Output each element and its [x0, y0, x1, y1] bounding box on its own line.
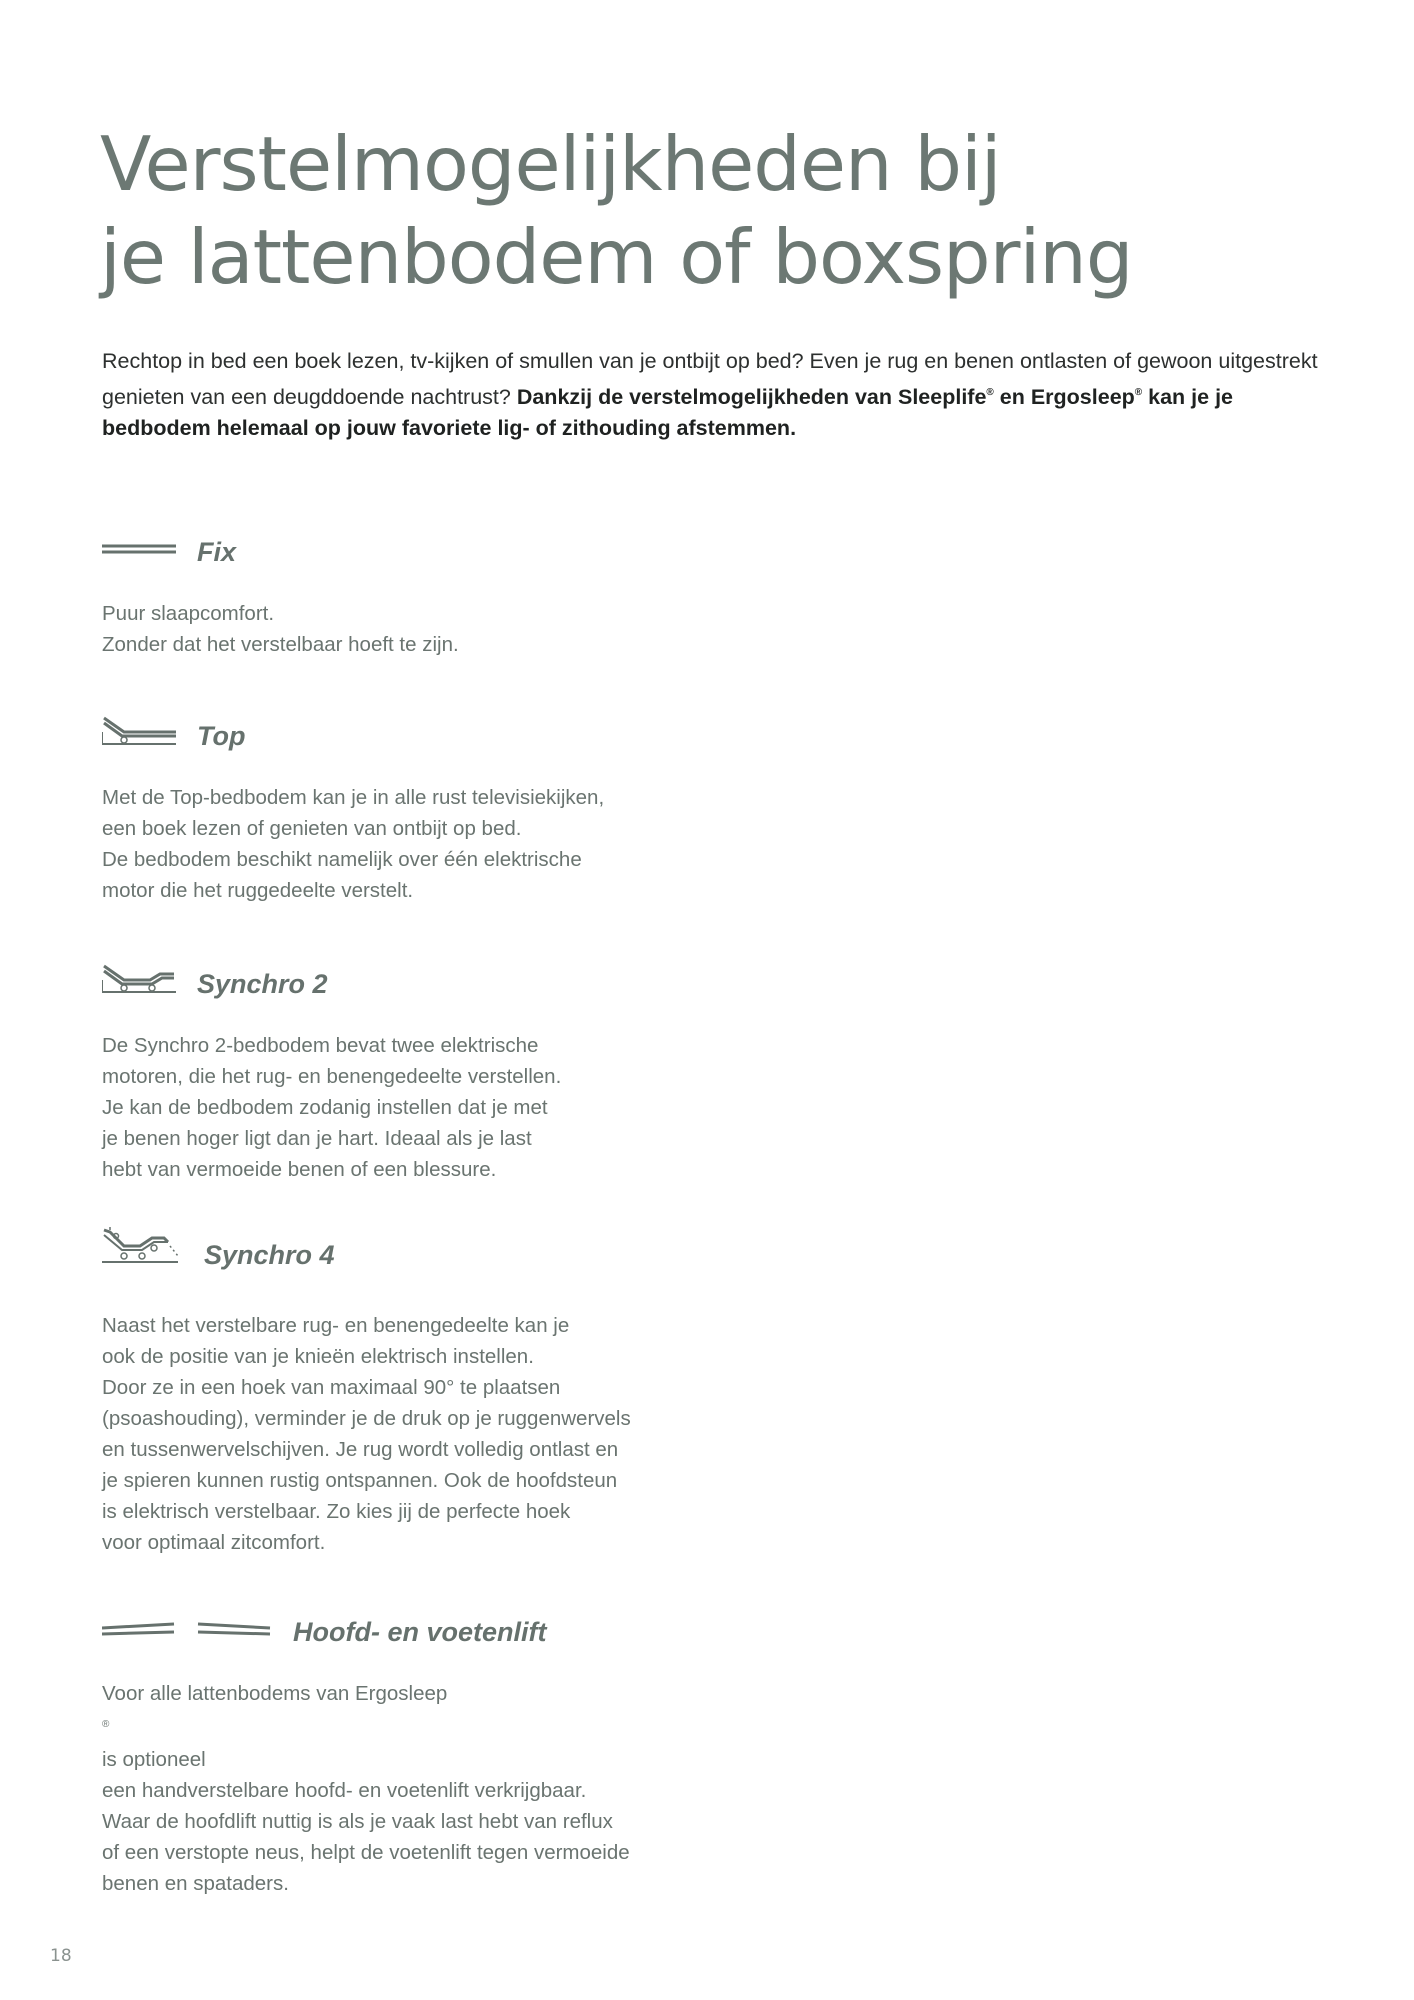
page-number: 18	[50, 1946, 72, 1966]
intro-paragraph	[102, 346, 1332, 444]
registered-mark: ®	[986, 387, 994, 398]
page-title	[100, 118, 1132, 304]
intro-regular-text: Rechtop in bed een boek lezen, tv-kijken of smullen van je ontbijt op bed? Even je rug en benen ontlasten of gewoon uitgestrekt genieten van een deugddoende nachtrust?	[102, 349, 1318, 409]
section-title: Fix	[197, 537, 237, 567]
raised-back-and-legs-bed-icon	[102, 962, 182, 1006]
four-motor-bed-icon	[102, 1226, 202, 1272]
section-body: Met de Top-bedbodem kan je in alle rust televisiekijken, een boek lezen of genieten van ontbijt op bed. De bedbodem beschikt namelijk over één elektrische motor die het ruggedeelte verstelt.	[102, 786, 605, 902]
registered-mark: ®	[1134, 387, 1143, 398]
registered-mark: ®	[102, 1719, 110, 1730]
section-body: De Synchro 2-bedbodem bevat twee elektrische motoren, die het rug- en benengedeelte verstellen. Je kan de bedbodem zodanig instellen dat je met je benen hoger ligt dan je hart. Ideaal als je last hebt van vermoeide benen of een blessure.	[102, 1034, 562, 1181]
raised-back-bed-icon	[102, 714, 182, 758]
section-title: Synchro 2	[197, 969, 328, 999]
section-title: Synchro 4	[204, 1240, 335, 1270]
flat-bed-icon	[102, 530, 182, 570]
intro-bold-text: Dankzij de verstelmogelijkheden van Sleeplife® en Ergosleep® kan je je bedbodem helemaal op jouw favoriete lig- of zithouding afstemmen.	[102, 385, 1234, 440]
page-title-line-2: je lattenbodem of boxspring	[100, 213, 1133, 301]
section-body: Voor alle lattenbodems van Ergosleep ® is optioneel een handverstelbare hoofd- en voetenlift verkrijgbaar. Waar de hoofdlift nuttig is als je vaak last hebt van reflux of een verstopte neus, helpt de voetenlift tegen vermoeide benen en spataders.	[102, 1678, 722, 1899]
section-body-line: Voor alle lattenbodems van Ergosleep ® is optioneel	[102, 1682, 448, 1771]
section-title: Top	[197, 721, 246, 751]
head-and-foot-lift-icon	[102, 1610, 272, 1650]
page-title-line-1: Verstelmogelijkheden bij	[100, 120, 1001, 208]
section-title: Hoofd- en voetenlift	[293, 1617, 547, 1647]
section-body: Naast het verstelbare rug- en benengedeelte kan je ook de positie van je knieën elektrisch instellen. Door ze in een hoek van maximaal 90° te plaatsen (psoashouding), verminder je de druk op je ruggenwervels en tussenwervelschijven. Je rug wordt volledig ontlast en je spieren kunnen rustig ontspannen. Ook de hoofdsteun is elektrisch verstelbaar. Zo kies jij de perfecte hoek voor optimaal zitcomfort.	[102, 1314, 631, 1554]
section-body: Puur slaapcomfort. Zonder dat het verstelbaar hoeft te zijn.	[102, 602, 459, 656]
